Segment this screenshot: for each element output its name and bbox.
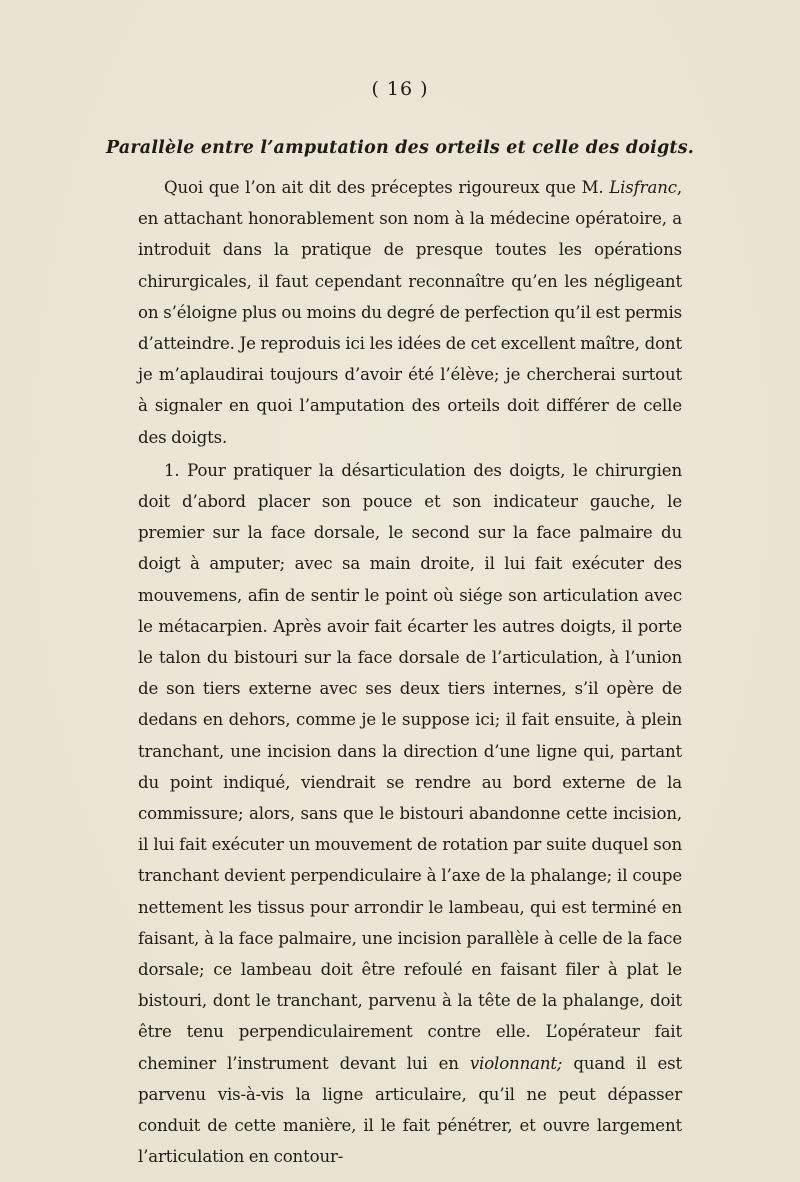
paragraph-1-text-2: quand il est parvenu vis-à-vis la ligne articulaire, qu’il ne peut dépasser conduit de cette manière, il le fait pénétrer, et ouvre largement l’articulation en contour- bbox=[138, 1053, 682, 1167]
paragraph-1-text-1: 1. Pour pratiquer la désarticulation des doigts, le chirurgien doit d’abord placer son pouce et son indicateur gauche, le premier sur la face dorsale, le second sur la face palmaire du doigt à amputer; avec sa main droite, il lui fait exécuter des mouvemens, afin de sentir le point où siége son articulation avec le métacarpien. Après avoir fait écarter les autres doigts, il porte le talon du bistouri sur la face dorsale de l’articulation, à l’union de son tiers externe avec ses deux tiers internes, s’il opère de dedans en dehors, comme je le suppose ici; il fait ensuite, à plein tranchant, une incision dans la direction d’une ligne qui, partant du point indiqué, viendrait se rendre au bord externe de la commissure; alors, sans que le bistouri abandonne cette incision, il lui fait exécuter un mouvement de rotation par suite duquel son tranchant devient perpendiculaire à l’axe de la phalange; il coupe nettement les tissus pour arrondir le lambeau, qui est terminé en faisant, à la face palmaire, une incision parallèle à celle de la face dorsale; ce lambeau doit être refoulé en faisant filer à plat le bistouri, dont le tranchant, parvenu à la tête de la phalange, doit être tenu perpendiculairement contre elle. L’opérateur fait cheminer l’instrument devant lui en bbox=[138, 460, 682, 1073]
paragraph-intro-text-2: , en attachant honorablement son nom à la médecine opératoire, a introduit dans la pratique de presque toutes les opérations chirurgicales, il faut cependant reconnaître qu’en les négligeant on s’éloigne plus ou moins du degré de perfection qu’il est permis d’atteindre. Je reproduis ici les idées de cet excellent maître, dont je m’aplaudirai toujours d’avoir été l’élève; je chercherai surtout à signaler en quoi l’amputation des orteils doit différer de celle des doigts. bbox=[138, 178, 682, 447]
body-text bbox=[138, 172, 682, 1173]
paragraph-intro bbox=[138, 172, 682, 453]
page-number: ( 16 ) bbox=[371, 78, 429, 100]
section-title: Parallèle entre l’amputation des orteils et celle des doigts. bbox=[105, 138, 695, 158]
paragraph-1 bbox=[138, 455, 682, 1173]
paragraph-intro-text-1: Quoi que l’on ait dit des préceptes rigoureux que M. bbox=[164, 178, 610, 197]
emphasis-violonnant: violonnant; bbox=[469, 1053, 563, 1073]
author-name: Lisfranc bbox=[609, 178, 677, 197]
